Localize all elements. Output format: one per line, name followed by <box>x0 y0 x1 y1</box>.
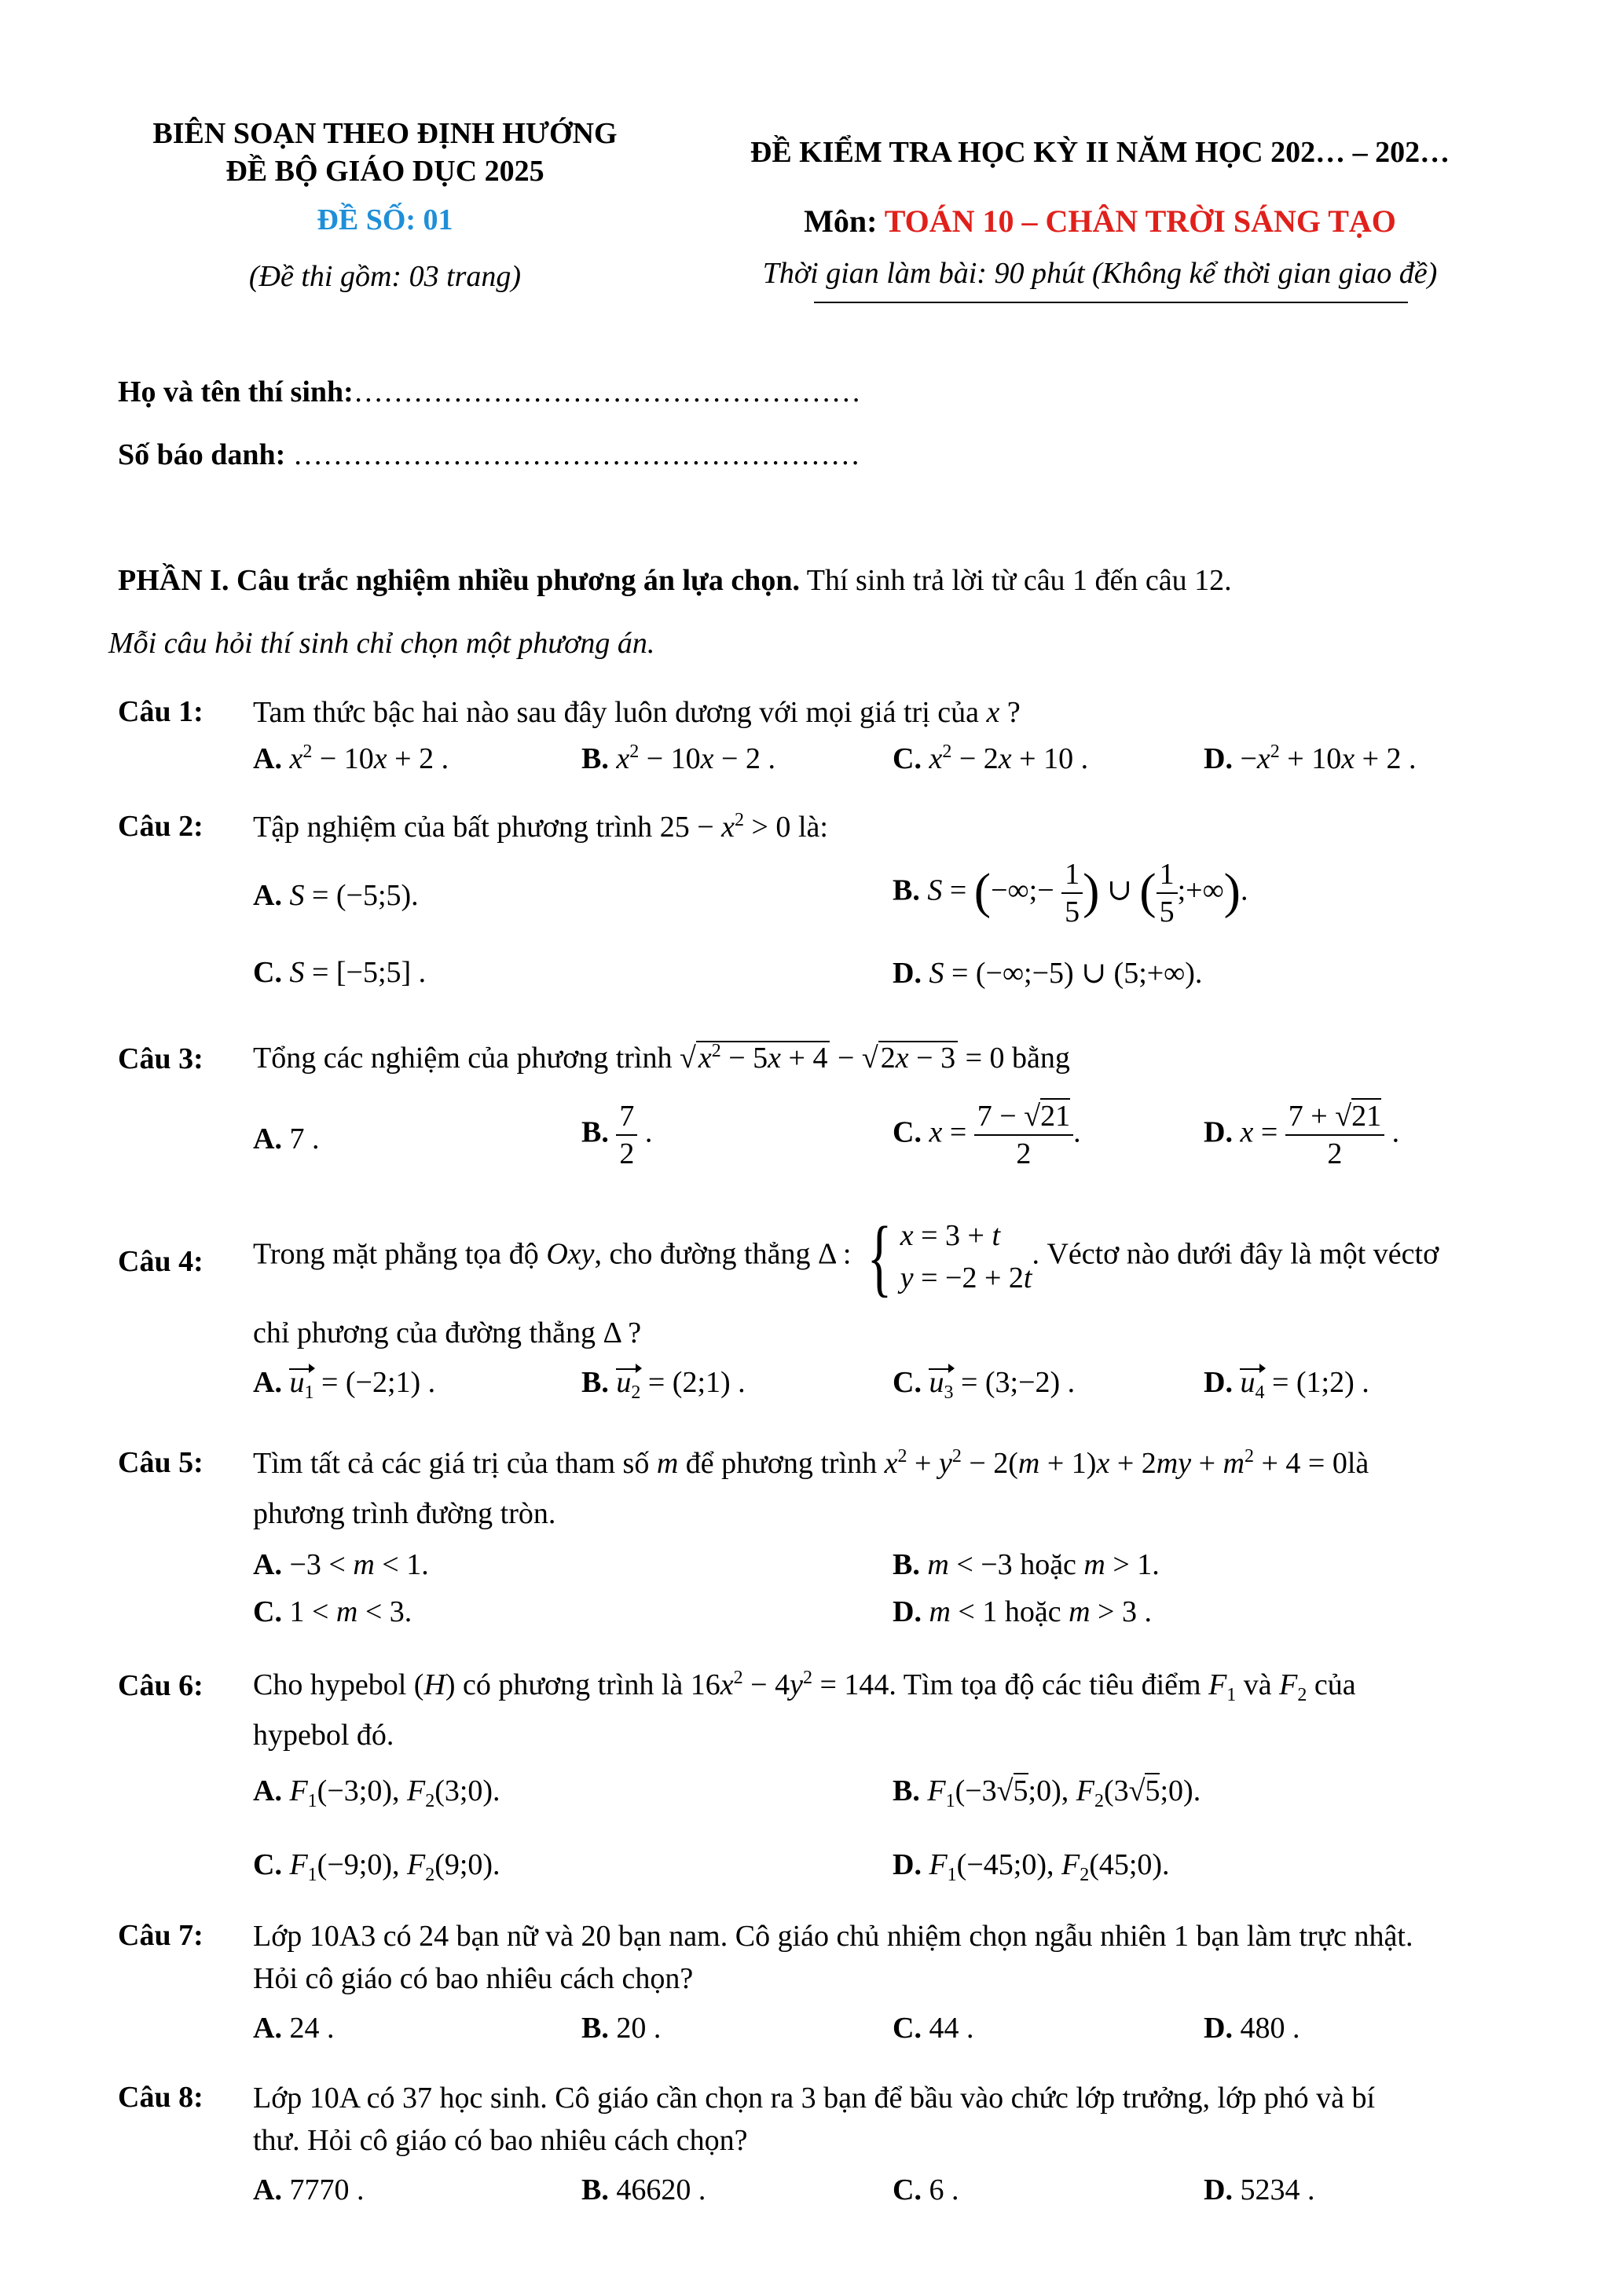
q6-text-line2: hypebol đó. <box>253 1719 394 1752</box>
option-letter: B. <box>581 1115 609 1149</box>
q6-stem: Cho hypebol <box>253 1668 414 1701</box>
option-letter: B. <box>893 1774 920 1807</box>
q5-stem-tail: là <box>1347 1447 1369 1480</box>
exam-title: ĐỀ KIỂM TRA HỌC KỲ II NĂM HỌC 202… – 202… <box>750 136 1450 169</box>
q3-option-a[interactable]: A. 7 . <box>253 1122 320 1155</box>
q8-text-line2: thư. Hỏi cô giáo có bao nhiêu cách chọn? <box>253 2124 748 2157</box>
q6-and-word: và <box>1236 1668 1280 1701</box>
student-id-label: Số báo danh: <box>118 438 293 471</box>
q5-option-c[interactable]: C. 1 < m < 3. <box>253 1595 412 1628</box>
q1-stem: Tam thức bậc hai nào sau đây luôn dương với mọi giá trị của <box>253 696 987 729</box>
q4-stem: Trong mặt phẳng tọa độ <box>253 1237 547 1271</box>
option-value: 7770 <box>289 2173 350 2206</box>
q3-stem-tail: bằng <box>1004 1042 1070 1075</box>
option-letter: A. <box>253 1122 282 1155</box>
q7-option-c[interactable]: C. 44 . <box>893 2012 974 2045</box>
subject-value: TOÁN 10 – CHÂN TRỜI SÁNG TẠO <box>884 203 1396 239</box>
q1-option-b[interactable]: B. $x^2 - 10x - 2$ . <box>581 742 775 775</box>
option-value: 6 <box>929 2173 944 2206</box>
student-name-dots: …………………………………………… <box>353 375 861 408</box>
subject-label: Môn: <box>804 203 885 239</box>
part1-title: PHẦN I. Câu trắc nghiệm nhiều phương án lựa chọn. <box>118 564 800 597</box>
q1-option-c[interactable]: C. $x^2 - 2x + 10$ . <box>893 742 1089 775</box>
q8-option-b[interactable]: B. 46620 . <box>581 2173 706 2206</box>
q2-option-c[interactable]: C. S = [−5;5] . <box>253 956 427 989</box>
q2-stem: Tập nghiệm của bất phương trình <box>253 811 660 844</box>
option-letter: D. <box>1204 1115 1233 1149</box>
time-note: Thời gian làm bài: 90 phút (Không kể thời gian giao đề) <box>762 257 1438 290</box>
part1-instruction: Thí sinh trả lời từ câu 1 đến câu 12. <box>799 564 1232 597</box>
option-letter: C. <box>893 2173 922 2206</box>
option-value: 480 <box>1240 2012 1285 2045</box>
option-letter: C. <box>893 1115 922 1149</box>
q8-text: Lớp 10A có 37 học sinh. Cô giáo cần chọn ra 3 bạn để bầu vào chức lớp trưởng, lớp phó và bí <box>253 2082 1376 2115</box>
q8-option-d[interactable]: D. 5234 . <box>1204 2173 1315 2206</box>
q6-label: Câu 6: <box>118 1669 203 1702</box>
option-letter: A. <box>253 1366 282 1399</box>
student-name-label: Họ và tên thí sinh: <box>118 375 354 408</box>
q5-label: Câu 5: <box>118 1446 203 1479</box>
q7-option-a[interactable]: A. 24 . <box>253 2012 335 2045</box>
q4-stem-tail: . Véctơ nào dưới đây là một véctơ <box>1032 1237 1439 1271</box>
q5-or-word: hoặc <box>997 1595 1069 1628</box>
option-letter: B. <box>581 2012 609 2045</box>
q3-option-d[interactable]: D. x = $\frac{7 + √21}{2}$ . <box>1204 1100 1400 1170</box>
q3-label: Câu 3: <box>118 1042 203 1075</box>
option-letter: C. <box>253 1595 282 1628</box>
q3-stem: Tổng các nghiệm của phương trình <box>253 1042 680 1075</box>
option-letter: A. <box>253 2173 282 2206</box>
q4-option-c[interactable]: C. $u_3$ = (3;−2) . <box>893 1366 1076 1403</box>
option-letter: D. <box>893 1595 922 1628</box>
q6-option-b[interactable]: B. $F_1(-3√5;0)$, $F_2(3√5;0)$. <box>893 1774 1201 1811</box>
q4-option-a[interactable]: A. $u_1$ = (−2;1) . <box>253 1366 436 1403</box>
q7-option-d[interactable]: D. 480 . <box>1204 2012 1300 2045</box>
q7-text: Lớp 10A3 có 24 bạn nữ và 20 bạn nam. Cô giáo chủ nhiệm chọn ngẫu nhiên 1 bạn làm trực nhật. <box>253 1920 1413 1953</box>
q8-option-a[interactable]: A. 7770 . <box>253 2173 365 2206</box>
q5-option-b[interactable]: B. m < −3 hoặc m > 1. <box>893 1548 1160 1581</box>
option-letter: B. <box>893 1548 920 1581</box>
q6-option-c[interactable]: C. $F_1(-9;0)$, $F_2(9;0)$. <box>253 1848 500 1885</box>
q6-stem-tail: của <box>1307 1668 1356 1701</box>
q1-option-a[interactable]: A. $x^2 - 10x + 2$ . <box>253 742 449 775</box>
option-letter: A. <box>253 1548 282 1581</box>
option-letter: C. <box>893 1366 922 1399</box>
q4-option-d[interactable]: D. $u_4$ = (1;2) . <box>1204 1366 1369 1403</box>
option-letter: D. <box>893 957 922 990</box>
option-letter: C. <box>253 956 282 989</box>
q1-option-d[interactable]: D. $-x^2 + 10x + 2$ . <box>1204 742 1417 775</box>
q2-option-b[interactable]: B. S = (−∞;− $\frac{1}{5}$ ) ∪ ( $\frac{1}{5}$ ;+∞). <box>893 858 1248 928</box>
q5-option-d[interactable]: D. m < 1 hoặc m > 3 . <box>893 1595 1152 1628</box>
option-letter: D. <box>1204 1366 1233 1399</box>
q8-label: Câu 8: <box>118 2081 203 2114</box>
q4-label: Câu 4: <box>118 1245 203 1278</box>
option-letter: C. <box>253 1848 282 1881</box>
option-letter: A. <box>253 879 282 912</box>
part1-note: Mỗi câu hỏi thí sinh chỉ chọn một phương án. <box>108 627 655 660</box>
option-value: 46620 <box>616 2173 691 2206</box>
option-letter: A. <box>253 742 282 775</box>
option-letter: D. <box>893 1848 922 1881</box>
option-letter: C. <box>893 742 922 775</box>
q1-text: Tam thức bậc hai nào sau đây luôn dương với mọi giá trị của x ? <box>253 696 1021 729</box>
q4-text-line2: chỉ phương của đường thẳng Δ ? <box>253 1316 642 1349</box>
q3-option-c[interactable]: C. x = $\frac{7 - √21}{2}$ . <box>893 1100 1081 1170</box>
q7-label: Câu 7: <box>118 1919 203 1952</box>
q3-option-b[interactable]: B. $\frac{7}{2}$ . <box>581 1100 653 1170</box>
q5-text-line2: phương trình đường tròn. <box>253 1497 556 1530</box>
pages-note: (Đề thi gồm: 03 trang) <box>248 260 522 293</box>
option-letter: B. <box>581 2173 609 2206</box>
q5-stem-mid: để phương trình <box>678 1447 885 1480</box>
option-letter: C. <box>893 2012 922 2045</box>
q5-or-word: hoặc <box>1012 1548 1084 1581</box>
option-letter: A. <box>253 2012 282 2045</box>
q5-text: Tìm tất cả các giá trị của tham số m để phương trình $x^2 + y^2 - 2(m + 1)x + 2my + m^2 + 4$ = 0là <box>253 1446 1369 1480</box>
option-letter: D. <box>1204 2012 1233 2045</box>
header-left-line2: ĐỀ BỘ GIÁO DỤC 2025 <box>225 155 544 188</box>
q7-option-b[interactable]: B. 20 . <box>581 2012 662 2045</box>
q4-text: Trong mặt phẳng tọa độ Oxy, cho đường thẳng Δ : { x = 3 + t y = −2 + 2t. Véctơ nào dưới đây là một véctơ <box>253 1209 1439 1305</box>
q2-label: Câu 2: <box>118 810 203 843</box>
q7-text-line2: Hỏi cô giáo có bao nhiêu cách chọn? <box>253 1962 694 1995</box>
exam-number: ĐỀ SỐ: 01 <box>317 203 453 236</box>
option-value: 24 <box>289 2012 320 2045</box>
q6-stem-mid: có phương trình là <box>455 1668 691 1701</box>
option-value: 5234 <box>1240 2173 1300 2206</box>
q5-stem: Tìm tất cả các giá trị của tham số <box>253 1447 657 1480</box>
option-letter: D. <box>1204 2173 1233 2206</box>
option-letter: B. <box>581 1366 609 1399</box>
subject-line <box>676 203 1524 240</box>
q4-option-b[interactable]: B. $u_2$ = (2;1) . <box>581 1366 746 1403</box>
student-name-line <box>118 374 861 410</box>
q6-option-a[interactable]: A. $F_1(-3;0)$, $F_2(3;0)$. <box>253 1774 500 1811</box>
q2-text: Tập nghiệm của bất phương trình $25 - x^2 > 0$ là: <box>253 810 828 844</box>
student-id-dots: ………………………………………………… <box>292 438 860 471</box>
option-letter: D. <box>1204 742 1233 775</box>
q5-option-a[interactable]: A. −3 < m < 1. <box>253 1548 429 1581</box>
option-letter: A. <box>253 1774 282 1807</box>
option-letter: B. <box>893 873 920 907</box>
q8-option-c[interactable]: C. 6 . <box>893 2173 959 2206</box>
option-value: 20 <box>616 2012 647 2045</box>
q6-option-d[interactable]: D. $F_1(-45;0)$, $F_2(45;0)$. <box>893 1848 1170 1885</box>
q2-option-d[interactable]: D. S = (−∞;−5) ∪ (5;+∞). <box>893 957 1203 990</box>
header-divider <box>814 302 1408 303</box>
option-letter: B. <box>581 742 609 775</box>
q3-text: Tổng các nghiệm của phương trình $√x^2 - 5x + 4 - √2x - 3 = 0$ bằng <box>253 1041 1070 1075</box>
option-value: 44 <box>929 2012 959 2045</box>
q2-option-a[interactable]: A. S = (−5;5). <box>253 879 419 912</box>
student-id-line <box>118 437 860 473</box>
q6-text: Cho hypebol (H) có phương trình là $16x^2 - 4y^2 = 144$. Tìm tọa độ các tiêu điểm $F_1$ và $F_2$ của <box>253 1668 1356 1705</box>
header-left-line1: BIÊN SOẠN THEO ĐỊNH HƯỚNG <box>152 117 618 150</box>
q6-stem-mid2: . Tìm tọa độ các tiêu điểm <box>889 1668 1209 1701</box>
q1-label: Câu 1: <box>118 695 203 728</box>
q2-stem-tail: là: <box>790 811 828 844</box>
q4-stem-line2: chỉ phương của đường thẳng <box>253 1316 603 1349</box>
q4-stem-mid: , cho đường thẳng <box>594 1237 818 1271</box>
part1-heading <box>118 562 1232 599</box>
